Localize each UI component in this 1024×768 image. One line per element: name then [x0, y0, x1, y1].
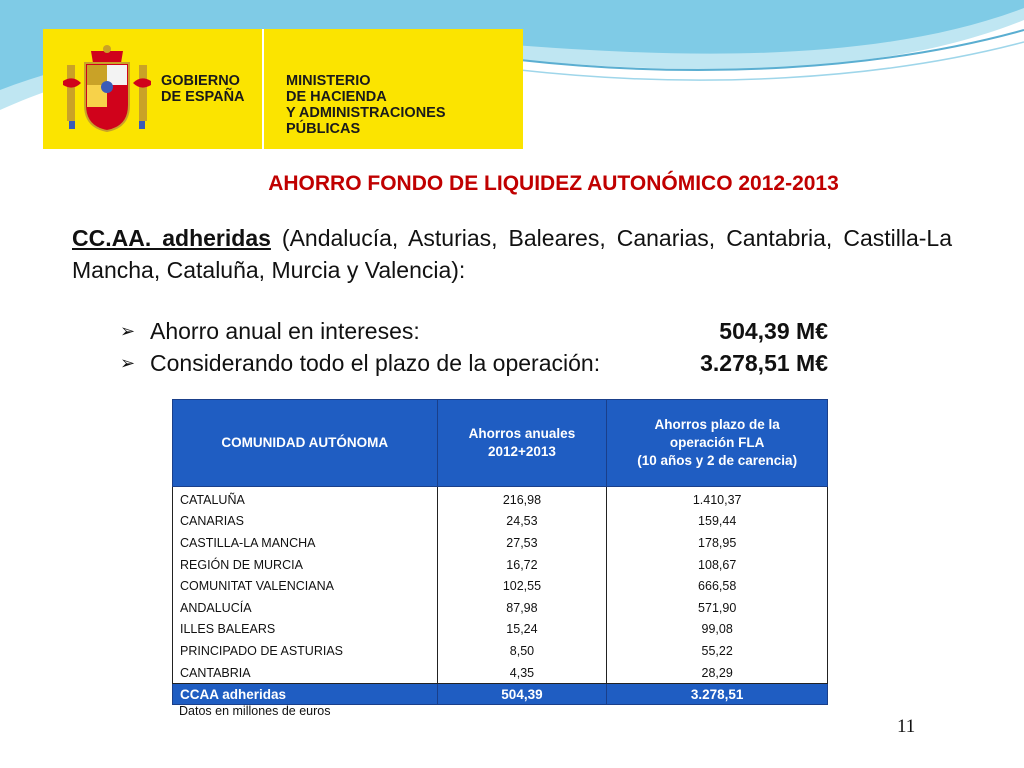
gobierno-wordmark: GOBIERNO DE ESPAÑA — [161, 73, 245, 105]
cell-total: 178,95 — [607, 532, 828, 554]
header-comunidad: COMUNIDAD AUTÓNOMA — [173, 400, 438, 487]
cell-annual: 504,39 — [437, 684, 607, 705]
cell-annual: 16,72 — [437, 554, 607, 576]
bullet-total-savings — [120, 347, 840, 379]
table-row — [173, 554, 828, 576]
cell-name: ANDALUCÍA — [173, 597, 438, 619]
table-row — [173, 575, 828, 597]
cell-name: CATALUÑA — [173, 487, 438, 511]
bullet-annual-savings — [120, 315, 840, 347]
cell-name: PRINCIPADO DE ASTURIAS — [173, 640, 438, 662]
arrow-bullet-icon: ➢ — [120, 353, 136, 373]
cell-name: ILLES BALEARS — [173, 619, 438, 641]
cell-annual: 87,98 — [437, 597, 607, 619]
cell-total: 571,90 — [607, 597, 828, 619]
table-row — [173, 597, 828, 619]
cell-total: 159,44 — [607, 511, 828, 533]
cell-annual: 216,98 — [437, 487, 607, 511]
cell-annual: 8,50 — [437, 640, 607, 662]
cell-total: 28,29 — [607, 662, 828, 684]
header-ahorros-anuales: Ahorros anuales 2012+2013 — [437, 400, 607, 487]
cell-name: CASTILLA-LA MANCHA — [173, 532, 438, 554]
cell-name: COMUNITAT VALENCIANA — [173, 575, 438, 597]
arrow-bullet-icon: ➢ — [120, 321, 136, 341]
header-ahorros-plazo: Ahorros plazo de la operación FLA (10 años y 2 de carencia) — [607, 400, 828, 487]
ministerio-wordmark: MINISTERIO DE HACIENDA Y ADMINISTRACIONES PÚBLICAS — [286, 73, 446, 137]
cell-total: 108,67 — [607, 554, 828, 576]
intro-paragraph — [72, 222, 952, 286]
bullet-label: Considerando todo el plazo de la operación: — [150, 350, 601, 376]
cell-total: 55,22 — [607, 640, 828, 662]
cell-total: 99,08 — [607, 619, 828, 641]
cell-name: CANTABRIA — [173, 662, 438, 684]
cell-name: CCAA adheridas — [173, 684, 438, 705]
table-row — [173, 487, 828, 511]
logo-divider — [262, 29, 264, 149]
bullet-value: 3.278,51 M€ — [700, 350, 828, 376]
cell-name: REGIÓN DE MURCIA — [173, 554, 438, 576]
government-logo — [43, 29, 523, 149]
bullet-value: 504,39 M€ — [719, 318, 828, 344]
table-row — [173, 511, 828, 533]
intro-lead: CC.AA. adheridas — [72, 225, 271, 251]
cell-annual: 27,53 — [437, 532, 607, 554]
cell-annual: 102,55 — [437, 575, 607, 597]
intro-text: (Andalucía, Asturias, Baleares, Canarias, Cantabria, Castilla-La Mancha, Cataluña, Murcia y Valencia): — [72, 225, 953, 283]
savings-bullets — [120, 315, 840, 379]
cell-annual: 15,24 — [437, 619, 607, 641]
cell-annual: 4,35 — [437, 662, 607, 684]
page-number: 11 — [897, 716, 916, 737]
cell-total: 1.410,37 — [607, 487, 828, 511]
table-row — [173, 619, 828, 641]
savings-table — [172, 399, 828, 705]
cell-total: 666,58 — [607, 575, 828, 597]
cell-name: CANARIAS — [173, 511, 438, 533]
units-note: Datos en millones de euros — [179, 704, 331, 718]
table-header-row — [173, 400, 828, 487]
table-total-row — [173, 684, 828, 705]
slide-title: AHORRO FONDO DE LIQUIDEZ AUTONÓMICO 2012-2013 — [268, 172, 839, 195]
cell-annual: 24,53 — [437, 511, 607, 533]
table-row — [173, 532, 828, 554]
cell-total: 3.278,51 — [607, 684, 828, 705]
coat-of-arms-icon — [61, 41, 153, 137]
bullet-label: Ahorro anual en intereses: — [150, 318, 420, 344]
table-row — [173, 662, 828, 684]
table-row — [173, 640, 828, 662]
